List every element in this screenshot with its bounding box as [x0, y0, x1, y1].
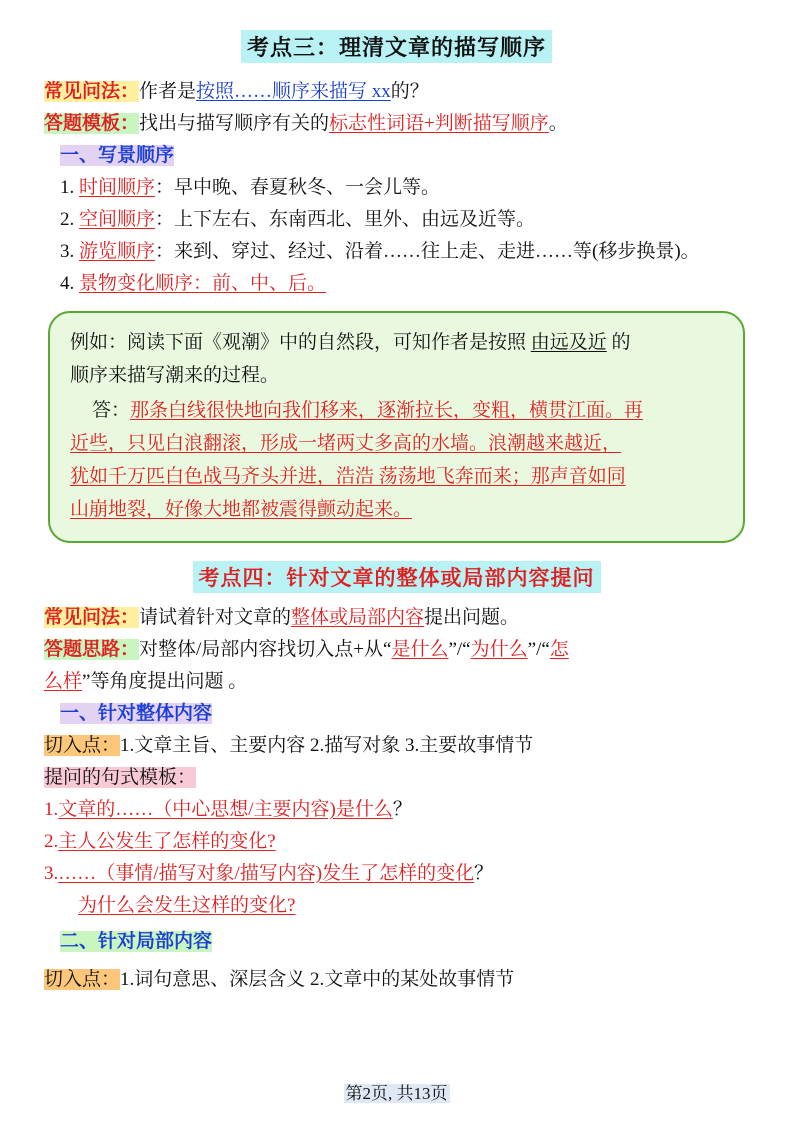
template-number: 3. [44, 863, 59, 884]
section-4-subheading-1 [60, 699, 749, 729]
item-number: 2. [60, 209, 75, 230]
answer-label: 答： [92, 400, 131, 421]
section-4-entry-point-line-2 [44, 965, 749, 995]
answer-approach-text-b: ”/“ [448, 639, 471, 660]
entry-point-label: 切入点： [44, 735, 121, 756]
common-question-text-a: 作者是 [139, 81, 197, 102]
common-question-text-c: 的？ [390, 81, 429, 102]
answer-template-text-c: 。 [548, 113, 568, 134]
list-item [44, 859, 749, 889]
answer-approach-text-c: ”/“ [527, 639, 550, 660]
page-footer [0, 1079, 793, 1104]
page-number: 第2页, 共13页 [345, 1084, 448, 1103]
example-answer-line-1 [70, 395, 723, 426]
section-4-entry-point-line [44, 731, 749, 761]
section-4-answer-approach-line [44, 635, 749, 665]
item-keyword: 景物变化顺序：前、中、后。 [79, 273, 327, 294]
subheading-scene-order: 一、写景顺序 [60, 145, 175, 166]
example-lead-line-2 [70, 360, 723, 391]
section-4-heading-wrapper [44, 561, 749, 593]
item-sep: ： [155, 209, 175, 230]
item-number: 3. [60, 241, 75, 262]
example-answer-line-2 [70, 428, 723, 459]
answer-text: 犹如千万匹白色战马齐头并进，浩浩 荡荡地飞奔而来；那声音如同 [70, 466, 626, 487]
item-text: 上下左右、东南西北、里外、由远及近等。 [174, 209, 536, 230]
item-sep: ： [155, 241, 175, 262]
approach-keyword-how-cont: 么样 [44, 671, 83, 692]
example-lead-text-a: 例如：阅读下面《观潮》中的自然段，可知作者是按照 [70, 332, 527, 353]
section-4-title: 考点四：针对文章的整体或局部内容提问 [193, 561, 601, 593]
answer-approach-text-a: 对整体/局部内容找切入点+从“ [139, 639, 392, 660]
example-lead-text-b: 的 [611, 332, 631, 353]
example-answer-line-3 [70, 461, 723, 492]
example-box [48, 311, 745, 543]
template-text: 为什么会发生这样的变化? [78, 895, 296, 916]
template-tail: ？ [392, 799, 412, 820]
template-tail: ？ [474, 863, 494, 884]
item-text: 来到、穿过、经过、沿着……往上走、走进……等(移步换景)。 [174, 241, 700, 262]
list-item [44, 827, 749, 857]
section-3-subheading-1 [60, 141, 749, 171]
list-item [44, 795, 749, 825]
answer-template-text-a: 找出与描写顺序有关的 [139, 113, 330, 134]
question-template-label: 提问的句式模板： [44, 767, 197, 788]
section-4-common-question-line [44, 603, 749, 633]
list-item [60, 269, 749, 299]
section-3-title: 考点三：理清文章的描写顺序 [241, 30, 552, 63]
item-number: 4. [60, 273, 75, 294]
template-text: ……（事情/描写对象/描写内容)发生了怎样的变化 [58, 863, 475, 884]
item-keyword: 游览顺序 [79, 241, 156, 262]
item-sep: ： [155, 177, 175, 198]
answer-template-label: 答题模板： [44, 113, 140, 134]
approach-keyword-how: 怎 [549, 639, 569, 660]
example-lead-text-c: 顺序来描写潮来的过程。 [70, 365, 280, 386]
common-question-text-a: 请试着针对文章的 [139, 607, 292, 628]
subheading-local-content: 二、针对局部内容 [60, 931, 213, 952]
section-4-answer-approach-line-2 [44, 667, 749, 697]
template-number: 1. [44, 799, 59, 820]
approach-keyword-what: 是什么 [391, 639, 449, 660]
common-question-label: 常见问法： [44, 81, 140, 102]
answer-approach-label: 答题思路： [44, 639, 140, 660]
entry-point-label-2: 切入点： [44, 969, 121, 990]
list-item [60, 173, 749, 203]
common-question-keyword: 整体或局部内容 [291, 607, 425, 628]
section-4-subheading-2 [60, 927, 749, 957]
section-4-template-label-line [44, 763, 749, 793]
item-text: 早中晚、春夏秋冬、一会儿等。 [174, 177, 441, 198]
answer-approach-text-d: ”等角度提出问题 。 [82, 671, 248, 692]
subheading-overall-content: 一、针对整体内容 [60, 703, 213, 724]
template-number: 2. [44, 831, 59, 852]
item-number: 1. [60, 177, 75, 198]
answer-text: 近些，只见白浪翻滚，形成一堵两丈多高的水墙。浪潮越来越近， [70, 433, 622, 454]
item-keyword: 时间顺序 [79, 177, 156, 198]
common-question-keyword: 按照……顺序来描写 xx [196, 81, 391, 102]
list-item [60, 205, 749, 235]
example-answer-line-4 [70, 494, 723, 525]
common-question-text-c: 提出问题。 [424, 607, 520, 628]
list-item [78, 891, 749, 921]
example-blank-answer: 由远及近 [530, 332, 607, 353]
template-text: 文章的……（中心思想/主要内容)是什么 [58, 799, 393, 820]
common-question-label: 常见问法： [44, 607, 140, 628]
answer-template-keyword: 标志性词语+判断描写顺序 [329, 113, 549, 134]
answer-text: 那条白线很快地向我们移来，逐渐拉长，变粗，横贯江面。再 [130, 400, 644, 421]
section-3-common-question-line [44, 77, 749, 107]
answer-text: 山崩地裂，好像大地都被震得颤动起来。 [70, 499, 413, 520]
approach-keyword-why: 为什么 [470, 639, 528, 660]
template-text: 主人公发生了怎样的变化? [58, 831, 276, 852]
section-3-answer-template-line [44, 109, 749, 139]
section-3-heading-wrapper [44, 30, 749, 63]
item-keyword: 空间顺序 [79, 209, 156, 230]
example-lead-line [70, 327, 723, 358]
entry-point-text-2: 1.词句意思、深层含义 2.文章中的某处故事情节 [120, 969, 515, 990]
entry-point-text: 1.文章主旨、主要内容 2.描写对象 3.主要故事情节 [120, 735, 534, 756]
list-item [60, 237, 749, 267]
